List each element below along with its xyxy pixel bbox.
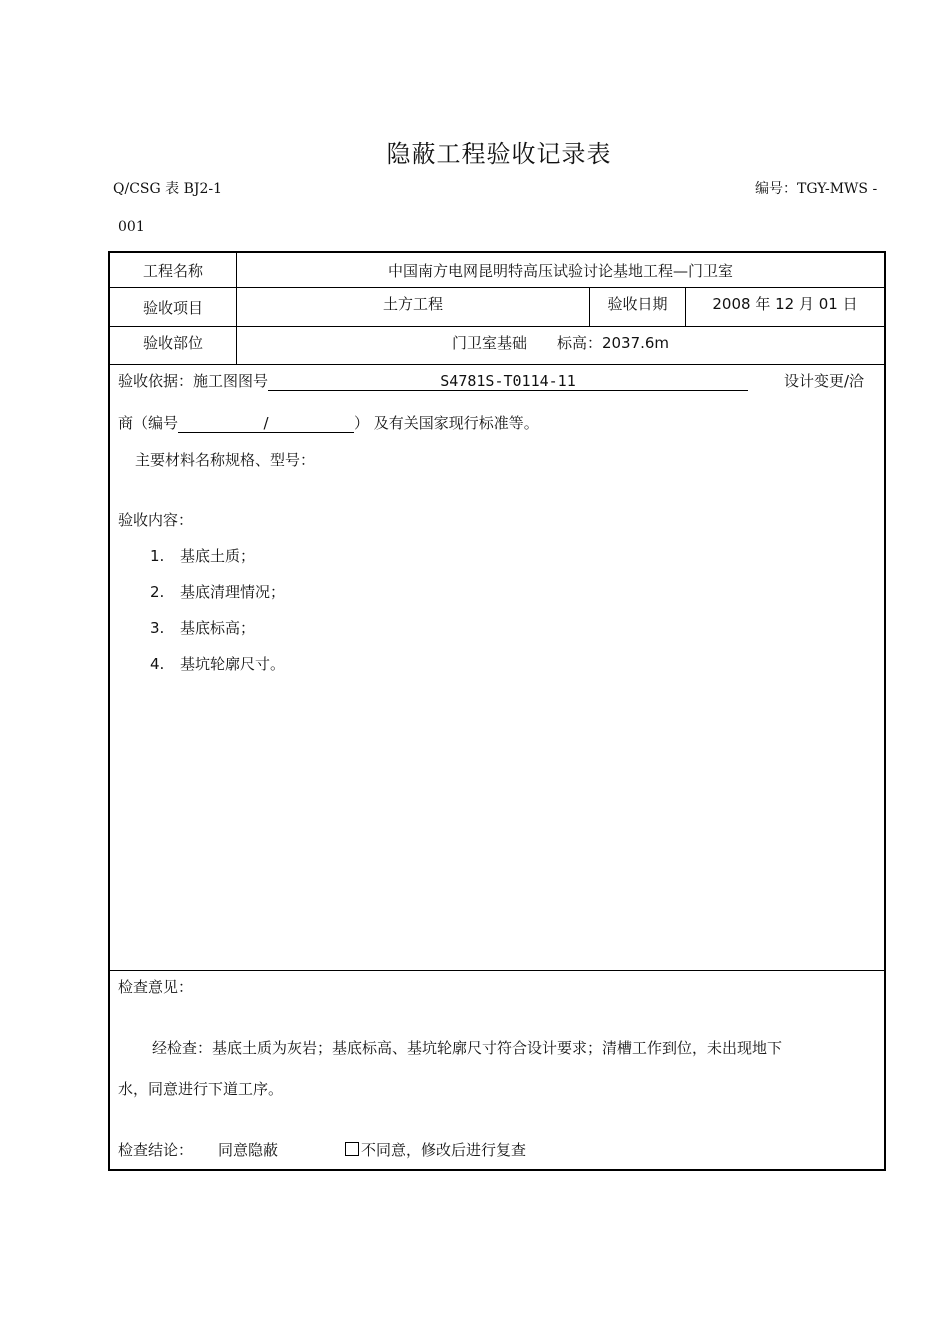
row-divider bbox=[110, 970, 884, 971]
list-item bbox=[150, 545, 255, 566]
basis-line-1 bbox=[118, 370, 748, 391]
opinion-label: 检查意见： bbox=[118, 978, 194, 996]
item-label: 验收项目 bbox=[142, 298, 203, 317]
change-number: / bbox=[178, 414, 354, 433]
list-item-text: 基底清理情况； bbox=[180, 583, 286, 601]
basis-line-2 bbox=[118, 412, 539, 433]
list-item bbox=[150, 653, 285, 674]
list-item bbox=[150, 617, 255, 638]
drawing-number: S4781S-T0114-11 bbox=[268, 372, 748, 391]
option-agree: 同意隐蔽 bbox=[218, 1141, 279, 1159]
basis-line2-suffix: ） 及有关国家现行标准等。 bbox=[354, 414, 539, 432]
date-label: 验收日期 bbox=[607, 294, 668, 313]
date-value: 2008 年 12 月 01 日 bbox=[712, 294, 858, 313]
page-title: 隐蔽工程验收记录表 bbox=[386, 140, 612, 168]
design-change-label: 设计变更/洽 bbox=[784, 372, 865, 390]
list-item-text: 基坑轮廓尺寸。 bbox=[180, 655, 286, 673]
list-item-number: 1. bbox=[150, 547, 165, 565]
list-item-number: 2. bbox=[150, 583, 165, 601]
form-code: Q/CSG 表 BJ2-1 bbox=[113, 181, 223, 197]
conclusion-label: 检查结论： bbox=[118, 1141, 194, 1159]
document-number-value: 001 bbox=[118, 219, 145, 235]
part-value: 门卫室基础 标高：2037.6m bbox=[451, 333, 670, 352]
item-value: 土方工程 bbox=[382, 294, 443, 313]
content-label: 验收内容： bbox=[118, 511, 194, 529]
project-name-label: 工程名称 bbox=[142, 261, 203, 280]
basis-line2-prefix: 商（编号 bbox=[118, 414, 179, 432]
opinion-text-line-2: 水，同意进行下道工序。 bbox=[118, 1080, 284, 1098]
row-divider bbox=[110, 364, 884, 365]
list-item-number: 3. bbox=[150, 619, 165, 637]
document-number-label: 编号：TGY-MWS - bbox=[755, 181, 878, 197]
option-disagree bbox=[345, 1139, 526, 1160]
list-item-text: 基底标高； bbox=[180, 619, 256, 637]
list-item-number: 4. bbox=[150, 655, 165, 673]
materials-label: 主要材料名称规格、型号： bbox=[135, 451, 316, 469]
checkbox-icon bbox=[345, 1142, 359, 1156]
basis-prefix: 验收依据：施工图图号 bbox=[118, 372, 269, 390]
list-item-text: 基底土质； bbox=[180, 547, 256, 565]
opinion-text-line-1: 经检查：基底土质为灰岩；基底标高、基坑轮廓尺寸符合设计要求；清槽工作到位，未出现地下 bbox=[152, 1039, 783, 1057]
option-disagree-label: 不同意，修改后进行复查 bbox=[361, 1141, 527, 1159]
list-item bbox=[150, 581, 285, 602]
project-name-value: 中国南方电网昆明特高压试验讨论基地工程—门卫室 bbox=[387, 261, 733, 280]
part-label: 验收部位 bbox=[142, 333, 203, 352]
